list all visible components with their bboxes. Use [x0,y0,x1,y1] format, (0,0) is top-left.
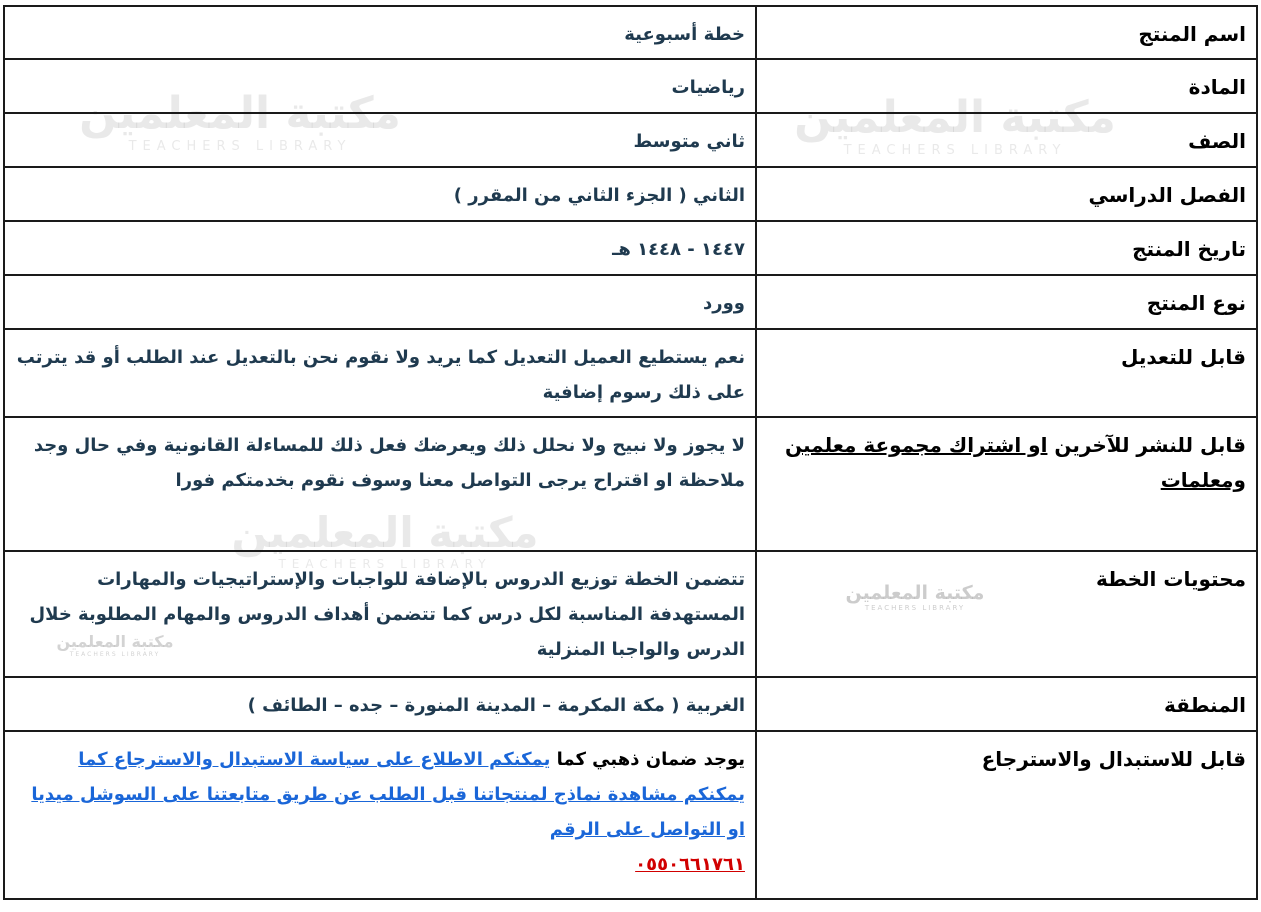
type-value: وورد [4,275,756,329]
subject-label: المادة [756,59,1257,113]
sharing-value: لا يجوز ولا نبيح ولا نحلل ذلك ويعرضك فعل ذلك للمساءلة القانونية وفي حال وجد ملاحظة او اقتراح يرجى التواصل معنا وسوف نقوم بخدمتكم فورا [4,417,756,551]
date-label: تاريخ المنتج [756,221,1257,275]
watermark-logo: مكتبة المعلمين TEACHERS LIBRARY [845,582,985,612]
table-row [4,167,1257,221]
editable-value: نعم يستطيع العميل التعديل كما يريد ولا نقوم نحن بالتعديل عند الطلب أو قد يترتب على ذلك رسوم إضافية [4,329,756,417]
grade-label: الصف [756,113,1257,167]
subject-value: رياضيات [4,59,756,113]
table-row [4,59,1257,113]
watermark-logo: مكتبة المعلمين TEACHERS LIBRARY [79,88,401,154]
semester-label: الفصل الدراسي [756,167,1257,221]
table-row [4,417,1257,551]
contact-phone-number[interactable]: ٠٥٥٠٦٦١٧٦١ [635,854,745,875]
contents-value: تتضمن الخطة توزيع الدروس بالإضافة للواجبات والإستراتيجيات والمهارات المستهدفة المناسبة لكل درس كما تتضمن أهداف الدروس والمهام المطلوبة خلال الدرس والواجبا المنزلية [4,551,756,677]
product-name-label: اسم المنتج [756,6,1257,59]
editable-label: قابل للتعديل [756,329,1257,417]
table-row [4,329,1257,417]
table-row [4,221,1257,275]
table-row [4,275,1257,329]
watermark-logo: مكتبة المعلمين TEACHERS LIBRARY [231,508,539,571]
sharing-label [756,417,1257,551]
watermark-logo: مكتبة المعلمين TEACHERS LIBRARY [56,632,174,658]
table-row [4,113,1257,167]
watermark-logo: مكتبة المعلمين TEACHERS LIBRARY [794,92,1116,158]
table-row [4,677,1257,731]
sharing-label-part2: او اشتراك مجموعة معلمين ومعلمات [785,433,1246,492]
sharing-label-part1: قابل للنشر للآخرين [1054,433,1246,457]
table-row [4,731,1257,899]
product-spec-table [3,5,1258,900]
region-value: الغربية ( مكة المكرمة – المدينة المنورة – جده – الطائف ) [4,677,756,731]
date-value: ١٤٤٧ - ١٤٤٨ هـ [4,221,756,275]
contents-label: محتويات الخطة [756,551,1257,677]
exchange-policy-link[interactable]: يمكنكم الاطلاع على سياسة الاستبدال والاسترجاع كما يمكنكم مشاهدة نماذج لمنتجاتنا قبل الطلب عن طريق متابعتنا على السوشل ميديا او التواصل على الرقم [31,749,745,840]
exchange-guarantee-text: يوجد ضمان ذهبي كما [550,749,745,770]
table-row [4,551,1257,677]
exchange-value [4,731,756,899]
exchange-label: قابل للاستبدال والاسترجاع [756,731,1257,899]
product-name-value: خطة أسبوعية [4,6,756,59]
table-row [4,6,1257,59]
type-label: نوع المنتج [756,275,1257,329]
grade-value: ثاني متوسط [4,113,756,167]
region-label: المنطقة [756,677,1257,731]
semester-value: الثاني ( الجزء الثاني من المقرر ) [4,167,756,221]
